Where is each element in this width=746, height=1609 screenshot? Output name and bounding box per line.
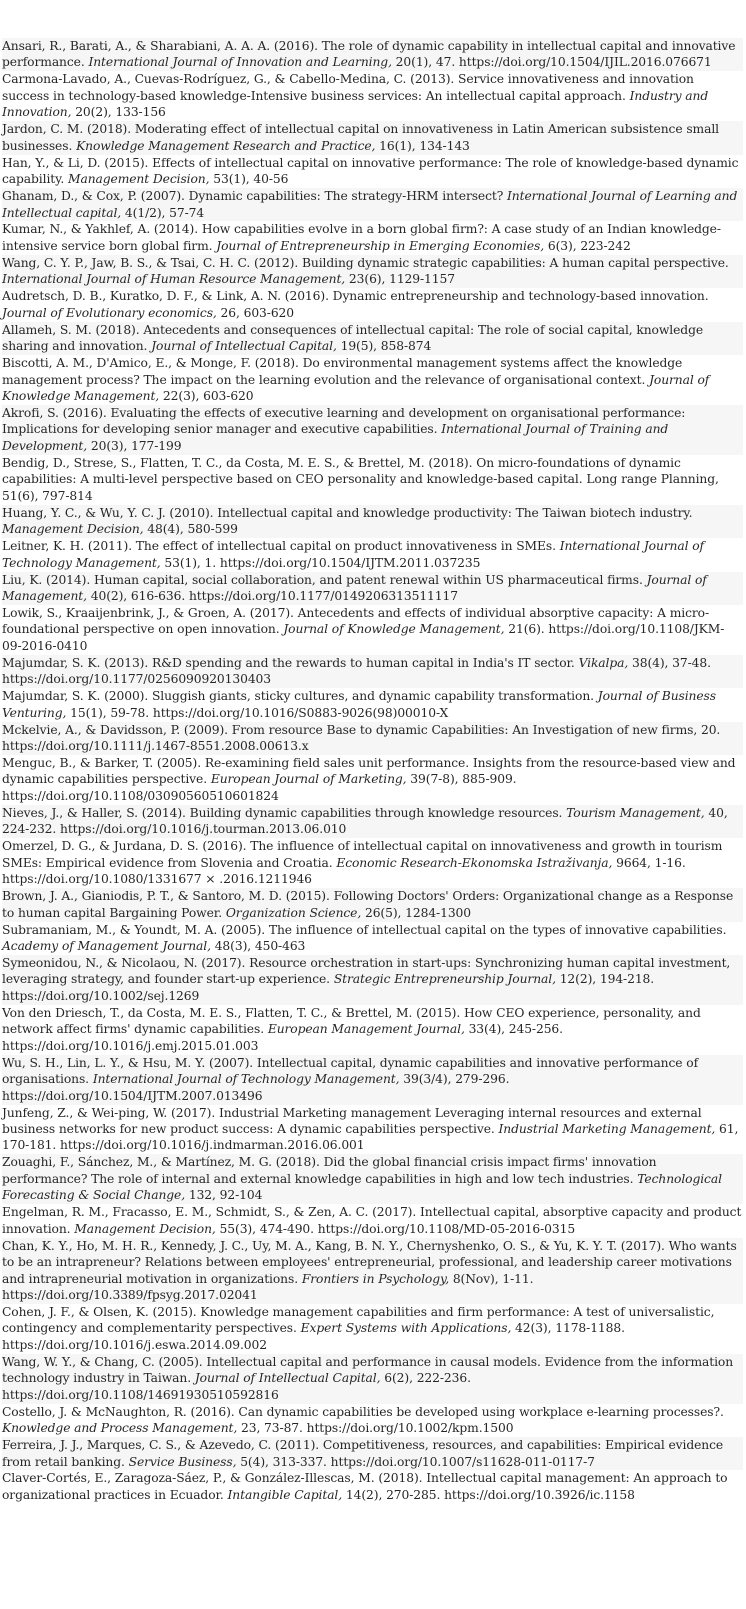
reference-entry: [2, 1437, 743, 1470]
reference-entry: [2, 221, 743, 254]
ref-journal: Service Business,: [128, 1454, 237, 1469]
reference-entry: [2, 1204, 743, 1237]
ref-details: 6(3), 223-242: [544, 238, 631, 253]
ref-text: Audretsch, D. B., Kuratko, D. F., & Link, A. N. (2016). Dynamic entrepreneurship and technology-based innovation.: [2, 289, 709, 304]
ref-text: Leitner, K. H. (2011). The effect of intellectual capital on product innovativeness in SMEs.: [2, 539, 560, 554]
reference-entry: [2, 688, 743, 721]
reference-entry: [2, 38, 743, 71]
ref-details: 19(5), 858-874: [336, 339, 432, 354]
ref-journal: International Journal of Learning and Intellectual capital,: [2, 189, 738, 220]
reference-entry: [2, 155, 743, 188]
ref-details: 21(6). https://doi.org/10.1108/JKM-09-2016-0410: [2, 622, 725, 653]
ref-details: 33(4), 245-256. https://doi.org/10.1016/j.emj.2015.01.003: [2, 1022, 563, 1053]
ref-journal: Academy of Management Journal,: [2, 938, 211, 953]
ref-details: 55(3), 474-490. https://doi.org/10.1108/MD-05-2016-0315: [215, 1221, 576, 1236]
reference-entry: [2, 355, 743, 405]
ref-journal: International Journal of Technology Management,: [92, 1072, 400, 1087]
ref-journal: Journal of Intellectual Capital,: [194, 1371, 381, 1386]
reference-entry: [2, 71, 743, 121]
ref-text: Menguc, B., & Barker, T. (2005). Re-examining field sales unit performance. Insights from the resource-based view and dynamic capabilities perspective.: [2, 755, 736, 787]
ref-details: 5(4), 313-337. https://doi.org/10.1007/s11628-011-0117-7: [236, 1454, 595, 1469]
reference-entry: [2, 1005, 743, 1055]
reference-entry: [2, 455, 743, 505]
ref-journal: Knowledge and Process Management,: [2, 1421, 238, 1436]
ref-text: Majumdar, S. K. (2013). R&D spending and the rewards to human capital in India's IT sector.: [2, 655, 579, 670]
ref-journal: Industrial Marketing Management,: [498, 1121, 716, 1136]
ref-journal: Technological Forecasting & Social Change,: [2, 1171, 722, 1203]
ref-journal: Journal of Knowledge Management,: [283, 622, 505, 637]
ref-text: Allameh, S. M. (2018). Antecedents and consequences of intellectual capital: The role of social capital, knowledge sharing and innovation.: [2, 322, 704, 354]
ref-journal: Management Decision,: [2, 522, 144, 537]
ref-text: Akrofi, S. (2016). Evaluating the effects of executive learning and development on organisational performance: Implications for developing senior manager and executive capabilities.: [2, 405, 686, 437]
ref-text: Ansari, R., Barati, A., & Sharabiani, A. A. A. (2016). The role of dynamic capability in intellectual capital and innovative performance.: [2, 39, 736, 70]
reference-entry: [2, 1404, 743, 1437]
ref-details: 8(Nov), 1-11. https://doi.org/10.3389/fpsyg.2017.02041: [2, 1271, 534, 1302]
reference-entry: [2, 405, 743, 455]
ref-text: Brown, J. A., Gianiodis, P. T., & Santoro, M. D. (2015). Following Doctors' Orders: Organizational change as a Response to human capital Bargaining Power.: [2, 889, 734, 920]
ref-text: Costello, J. & McNaughton, R. (2016). Can dynamic capabilities be developed using workplace e-learning processes?.: [2, 1404, 724, 1419]
reference-entry: [2, 655, 743, 688]
ref-journal: Expert Systems with Applications,: [300, 1321, 512, 1336]
reference-entry: [2, 538, 743, 571]
ref-details: 23(6), 1129-1157: [345, 272, 455, 287]
ref-text: Carmona-Lavado, A., Cuevas-Rodríguez, G., & Cabello-Medina, C. (2013). Service innovativeness and innovation success in technology-based knowledge-Intensive business services: An intellectual capital approach.: [2, 72, 694, 103]
ref-text: Huang, Y. C., & Wu, Y. C. J. (2010). Intellectual capital and knowledge productivity: The Taiwan biotech industry.: [2, 505, 693, 520]
ref-journal: International Journal of Training and Development,: [2, 422, 669, 453]
ref-details: 53(1), 1. https://doi.org/10.1504/IJTM.2011.037235: [160, 555, 481, 570]
reference-entry: [2, 838, 743, 888]
ref-journal: Journal of Entrepreneurship in Emerging Economies,: [216, 238, 545, 253]
ref-details: 48(3), 450-463: [210, 938, 306, 953]
ref-text: Symeonidou, N., & Nicolaou, N. (2017). Resource orchestration in start-ups: Synchronizing human capital investment, leveraging strategy, and founder start-up experience.: [2, 955, 731, 987]
ref-details: 42(3), 1178-1188. https://doi.org/10.1016/j.eswa.2014.09.002: [2, 1321, 625, 1352]
ref-text: Wang, C. Y. P., Jaw, B. S., & Tsai, C. H. C. (2012). Building dynamic strategic capabilities: A human capital perspective.: [2, 255, 729, 270]
ref-details: 132, 92-104: [185, 1188, 263, 1203]
ref-details: 39(3/4), 279-296. https://doi.org/10.1504/IJTM.2007.013496: [2, 1072, 510, 1103]
ref-journal: International Journal of Innovation and Learning,: [88, 55, 392, 70]
ref-text: Ghanam, D., & Cox, P. (2007). Dynamic capabilities: The strategy-HRM intersect?: [2, 189, 508, 204]
reference-entry: [2, 755, 743, 805]
ref-details: 22(3), 603-620: [159, 389, 254, 404]
ref-journal: Journal of Business Venturing,: [2, 689, 716, 720]
reference-entry: [2, 322, 743, 355]
ref-journal: Journal of Management,: [2, 572, 707, 603]
ref-details: 53(1), 40-56: [209, 172, 289, 187]
reference-entry: [2, 121, 743, 154]
ref-text: Han, Y., & Li, D. (2015). Effects of intellectual capital on innovative performance: The role of knowledge-based dynamic capability.: [2, 155, 739, 187]
ref-journal: Frontiers in Psychology,: [301, 1271, 450, 1286]
ref-details: 61, 170-181. https://doi.org/10.1016/j.indmarman.2016.06.001: [2, 1121, 739, 1153]
reference-entry: [2, 188, 743, 221]
ref-details: 26, 603-620: [216, 305, 295, 320]
ref-details: 23, 73-87. https://doi.org/10.1002/kpm.1500: [237, 1421, 514, 1436]
ref-text: Wu, S. H., Lin, L. Y., & Hsu, M. Y. (2007). Intellectual capital, dynamic capabilities and innovative performance of organisations.: [2, 1055, 699, 1087]
ref-text: Subramaniam, M., & Youndt, M. A. (2005). The influence of intellectual capital on the types of innovative capabilities.: [2, 922, 727, 937]
ref-journal: European Management Journal,: [267, 1022, 465, 1037]
ref-text: Zouaghi, F., Sánchez, M., & Martínez, M. G. (2018). Did the global financial crisis impact firms' innovation performance? The role of internal and external knowledge capabilities in high and low tech industries.: [2, 1155, 657, 1186]
ref-text: Wang, W. Y., & Chang, C. (2005). Intellectual capital and performance in causal models. Evidence from the information technology industry in Taiwan.: [2, 1354, 734, 1386]
ref-details: 6(2), 222-236. https://doi.org/10.1108/14691930510592816: [2, 1371, 471, 1402]
ref-text: Majumdar, S. K. (2000). Sluggish giants, sticky cultures, and dynamic capability transformation.: [2, 689, 598, 704]
reference-entry: [2, 288, 743, 321]
ref-journal: International Journal of Technology Management,: [2, 539, 705, 570]
ref-journal: Vikalpa,: [578, 655, 629, 670]
reference-entry: [2, 1470, 743, 1503]
ref-details: 16(1), 134-143: [375, 138, 470, 153]
reference-entry: [2, 722, 743, 755]
reference-entry: [2, 922, 743, 955]
ref-text: Chan, K. Y., Ho, M. H. R., Kennedy, J. C., Uy, M. A., Kang, B. N. Y., Chernyshenko, O. S., & Yu, K. Y. T. (2017). Who wants to be an intrapreneur? Relations between employees' entrepreneurial, professional, and leadership career motivations and intrapreneurial motivation in organizations.: [2, 1238, 737, 1286]
ref-journal: Organization Science,: [225, 905, 362, 920]
reference-entry: [2, 505, 743, 538]
ref-journal: European Journal of Marketing,: [210, 772, 407, 787]
ref-details: 20(3), 177-199: [87, 438, 182, 453]
ref-text: Claver-Cortés, E., Zaragoza-Sáez, P., & González-Illescas, M. (2018). Intellectual capital management: An approach to organizational practices in Ecuador.: [2, 1471, 728, 1502]
ref-details: 12(2), 194-218. https://doi.org/10.1002/sej.1269: [2, 972, 655, 1003]
reference-entry: [2, 1354, 743, 1404]
reference-entry: [2, 572, 743, 605]
ref-journal: Industry and Innovation,: [2, 88, 709, 120]
reference-entry: [2, 1304, 743, 1354]
reference-entry: [2, 605, 743, 655]
ref-journal: Economic Research-Ekonomska Istraživanja,: [336, 855, 613, 870]
ref-text: Nieves, J., & Haller, S. (2014). Building dynamic capabilities through knowledge resources.: [2, 805, 567, 820]
ref-journal: Knowledge Management Research and Practice,: [76, 138, 376, 153]
ref-details: 38(4), 37-48. https://doi.org/10.1177/0256090920130403: [2, 655, 711, 687]
ref-journal: Management Decision,: [74, 1221, 216, 1236]
ref-details: 48(4), 580-599: [143, 522, 238, 537]
ref-text: Engelman, R. M., Fracasso, E. M., Schmidt, S., & Zen, A. C. (2017). Intellectual capital, absorptive capacity and product innovation.: [2, 1205, 742, 1236]
reference-entry: [2, 1154, 743, 1204]
reference-list: [0, 38, 746, 1504]
ref-text: Von den Driesch, T., da Costa, M. E. S., Flatten, T. C., & Brettel, M. (2015). How CEO experience, personality, and network affect firms' dynamic capabilities.: [2, 1005, 701, 1037]
ref-journal: Journal of Evolutionary economics,: [2, 305, 217, 320]
ref-details: 4(1/2), 57-74: [121, 205, 205, 220]
reference-entry: [2, 1238, 743, 1304]
ref-text: Liu, K. (2014). Human capital, social collaboration, and patent renewal within US pharmaceutical firms.: [2, 572, 647, 587]
ref-journal: International Journal of Human Resource Management,: [2, 272, 346, 287]
reference-entry: [2, 255, 743, 288]
ref-text: Lowik, S., Kraaijenbrink, J., & Groen, A. (2017). Antecedents and effects of individual absorptive capacity: A micro-foundational perspective on open innovation.: [2, 605, 710, 637]
ref-text: Ferreira, J. J., Marques, C. S., & Azevedo, C. (2011). Competitiveness, resources, and capabilities: Empirical evidence from retail banking.: [2, 1438, 724, 1469]
ref-text: Junfeng, Z., & Wei-ping, W. (2017). Industrial Marketing management Leveraging internal resources and external business networks for new product success: A dynamic capabilities perspective.: [2, 1105, 702, 1136]
ref-journal: Strategic Entrepreneurship Journal,: [333, 972, 556, 987]
ref-journal: Journal of Knowledge Management,: [2, 372, 710, 404]
ref-details: 9664, 1-16. https://doi.org/10.1080/1331677 × .2016.1211946: [2, 855, 686, 887]
ref-details: 15(1), 59-78. https://doi.org/10.1016/S0883-9026(98)00010-X: [66, 705, 449, 720]
reference-entry: [2, 805, 743, 838]
reference-entry: [2, 1055, 743, 1105]
ref-text: Cohen, J. F., & Olsen, K. (2015). Knowledge management capabilities and firm performance: A test of universalistic, contingency and complementarity perspectives.: [2, 1304, 715, 1336]
ref-text: Bendig, D., Strese, S., Flatten, T. C., da Costa, M. E. S., & Brettel, M. (2018). On micro-foundations of dynamic capabilities: A multi-level perspective based on CEO personality and knowledge-based capital. Long range Planning, 51(6), 797-814: [2, 455, 719, 503]
ref-text: Omerzel, D. G., & Jurdana, D. S. (2016). The influence of intellectual capital on innovativeness and growth in tourism SMEs: Empirical evidence from Slovenia and Croatia.: [2, 839, 723, 870]
ref-journal: Intangible Capital,: [227, 1487, 343, 1502]
ref-journal: Tourism Management,: [566, 805, 705, 820]
ref-text: Jardon, C. M. (2018). Moderating effect of intellectual capital on innovativeness in Latin American subsistence small businesses.: [2, 122, 719, 153]
reference-entry: [2, 1105, 743, 1155]
ref-details: 20(2), 133-156: [71, 105, 166, 120]
ref-details: 26(5), 1284-1300: [361, 905, 472, 920]
ref-text: Mckelvie, A., & Davidsson, P. (2009). From resource Base to dynamic Capabilities: An Investigation of new firms, 20. https://doi.org/10.1111/j.1467-8551.2008.00613.x: [2, 722, 721, 754]
ref-details: 39(7-8), 885-909. https://doi.org/10.1108/03090560510601824: [2, 772, 517, 803]
ref-details: 40, 224-232. https://doi.org/10.1016/j.tourman.2013.06.010: [2, 805, 728, 837]
ref-journal: Management Decision,: [67, 172, 210, 187]
reference-entry: [2, 888, 743, 921]
ref-details: 40(2), 616-636. https://doi.org/10.1177/0149206313511117: [86, 588, 458, 603]
ref-details: 20(1), 47. https://doi.org/10.1504/IJIL.2016.076671: [391, 55, 712, 70]
ref-text: Kumar, N., & Yakhlef, A. (2014). How capabilities evolve in a born global firm?: A case study of an Indian knowledge-intensive service born global firm.: [2, 222, 721, 253]
ref-text: Biscotti, A. M., D'Amico, E., & Monge, F. (2018). Do environmental management systems affect the knowledge management process? The impact on the learning evolution and the relevance of organisational context.: [2, 356, 683, 387]
ref-journal: Journal of Intellectual Capital,: [151, 339, 337, 354]
ref-details: 14(2), 270-285. https://doi.org/10.3926/ic.1158: [342, 1487, 635, 1502]
reference-entry: [2, 955, 743, 1005]
